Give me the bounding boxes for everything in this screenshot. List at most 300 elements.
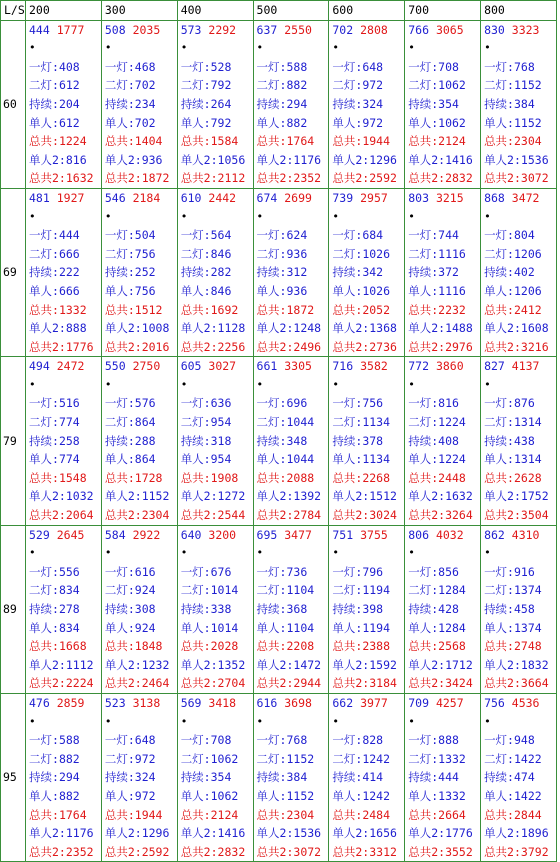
total-line-label: 总共: xyxy=(256,470,287,485)
single-two-line-label: 单人2: xyxy=(408,489,446,504)
summary-value-b: 3323 xyxy=(511,22,540,37)
total-line-label: 总共: xyxy=(180,134,211,149)
sustain-line-label: 持续: xyxy=(408,770,439,785)
single-two-line xyxy=(181,656,253,675)
single-line-value: 1284 xyxy=(438,620,466,635)
total-line-value: 1548 xyxy=(58,470,87,485)
summary-value-a: 605 xyxy=(180,359,202,374)
sustain-line xyxy=(181,263,253,282)
single-two-line xyxy=(408,487,480,506)
single-two-line xyxy=(181,151,253,170)
light-two-line xyxy=(408,76,480,95)
light-two-line-label: 二灯: xyxy=(180,246,211,261)
sustain-line-value: 308 xyxy=(134,602,156,616)
single-two-line xyxy=(105,319,177,338)
total-line-value: 1332 xyxy=(58,302,87,317)
total-two-line-label: 总共2: xyxy=(332,844,370,859)
light-two-line xyxy=(105,76,177,95)
single-two-line-label: 单人2: xyxy=(484,657,521,672)
total-two-line-value: 2544 xyxy=(217,508,246,523)
light-one-line-label: 一灯: xyxy=(29,59,59,74)
total-line-value: 2052 xyxy=(362,302,391,317)
bullet-line: • xyxy=(256,546,264,560)
total-line-value: 2448 xyxy=(438,470,466,485)
single-line xyxy=(29,619,101,638)
single-line-value: 1422 xyxy=(514,788,542,803)
total-line xyxy=(105,469,177,488)
summary-value-b: 2957 xyxy=(360,190,388,205)
table-cell xyxy=(481,357,557,525)
table-cell xyxy=(26,693,102,861)
single-two-line-value: 1776 xyxy=(445,826,473,841)
light-two-line-label: 二灯: xyxy=(332,415,363,430)
table-cell xyxy=(177,693,253,861)
light-one-line-value: 636 xyxy=(210,396,232,411)
single-two-line-label: 单人2: xyxy=(332,657,370,672)
light-two-line-label: 二灯: xyxy=(256,583,287,598)
light-one-line-value: 624 xyxy=(286,228,308,243)
light-one-line xyxy=(257,563,329,582)
bullet-line: • xyxy=(180,714,188,728)
bullet-line: • xyxy=(256,714,264,728)
summary-value-a: 584 xyxy=(104,527,126,542)
single-two-line-value: 1712 xyxy=(445,657,473,672)
bullet-line: • xyxy=(256,377,264,391)
sustain-line-label: 持续: xyxy=(408,433,439,448)
light-two-line xyxy=(484,76,556,95)
light-one-line-value: 528 xyxy=(210,59,232,74)
sustain-line xyxy=(181,95,253,114)
single-two-line-label: 单人2: xyxy=(29,489,66,504)
single-two-line-label: 单人2: xyxy=(408,826,446,841)
bullet-line: • xyxy=(104,41,112,55)
light-one-line xyxy=(408,394,480,413)
sustain-line-label: 持续: xyxy=(256,265,287,280)
single-two-line xyxy=(257,656,329,675)
summary-value-a: 573 xyxy=(180,22,202,37)
light-one-line-label: 一灯: xyxy=(484,396,514,411)
table-cell xyxy=(253,693,329,861)
light-one-line xyxy=(105,563,177,582)
light-one-line-label: 一灯: xyxy=(256,564,287,579)
single-two-line xyxy=(29,319,101,338)
light-two-line-label: 二灯: xyxy=(29,751,59,766)
light-two-line-label: 二灯: xyxy=(104,246,135,261)
single-two-line-label: 单人2: xyxy=(104,152,142,167)
total-line xyxy=(105,637,177,656)
light-two-line-label: 二灯: xyxy=(484,246,514,261)
light-two-line xyxy=(105,245,177,264)
total-two-line-value: 2496 xyxy=(293,339,322,354)
single-line-value: 1026 xyxy=(362,283,391,298)
total-line-value: 2412 xyxy=(514,302,542,317)
light-one-line xyxy=(105,226,177,245)
cell-summary-line xyxy=(105,21,177,40)
total-two-line-value: 3792 xyxy=(520,844,549,859)
bullet-line: • xyxy=(256,41,264,55)
total-line xyxy=(29,469,101,488)
sustain-line xyxy=(484,600,556,619)
light-two-line-label: 二灯: xyxy=(484,415,514,430)
light-one-line-value: 504 xyxy=(134,228,156,243)
light-one-line-label: 一灯: xyxy=(332,228,363,243)
sustain-line xyxy=(408,263,480,282)
sustain-line-label: 持续: xyxy=(104,602,135,616)
single-line-value: 834 xyxy=(58,620,80,635)
sustain-line-label: 持续: xyxy=(29,770,59,785)
summary-value-b: 2699 xyxy=(284,190,312,205)
total-two-line xyxy=(181,338,253,357)
summary-value-b: 3215 xyxy=(435,190,464,205)
light-two-line xyxy=(181,76,253,95)
single-line xyxy=(257,619,329,638)
light-one-line-value: 856 xyxy=(438,564,459,579)
single-line-label: 单人: xyxy=(29,283,59,298)
total-line xyxy=(257,806,329,825)
summary-value-a: 709 xyxy=(408,695,429,710)
light-two-line-value: 834 xyxy=(58,583,80,598)
total-two-line-value: 2112 xyxy=(217,171,246,186)
single-line-value: 1104 xyxy=(286,620,315,635)
summary-value-b: 3200 xyxy=(208,527,237,542)
sustain-line xyxy=(105,432,177,451)
single-line-label: 单人: xyxy=(332,620,363,635)
table-cell xyxy=(101,357,177,525)
light-one-line-label: 一灯: xyxy=(180,396,211,411)
single-line-value: 924 xyxy=(134,620,156,635)
total-two-line xyxy=(105,169,177,188)
bullet-line: • xyxy=(484,377,491,391)
sustain-line xyxy=(332,600,404,619)
total-line-value: 2304 xyxy=(286,807,315,822)
single-two-line-label: 单人2: xyxy=(104,489,142,504)
summary-value-a: 756 xyxy=(484,695,505,710)
sustain-line-value: 428 xyxy=(438,602,459,616)
light-two-line xyxy=(332,76,404,95)
light-one-line-label: 一灯: xyxy=(104,733,135,748)
total-two-line-label: 总共2: xyxy=(256,339,294,354)
total-line-label: 总共: xyxy=(332,639,363,654)
single-line-label: 单人: xyxy=(29,452,59,467)
bullet-line: • xyxy=(484,41,491,55)
sustain-line-value: 324 xyxy=(134,770,156,785)
single-two-line-value: 1632 xyxy=(445,489,473,504)
summary-value-a: 702 xyxy=(332,22,354,37)
light-one-line-label: 一灯: xyxy=(408,396,439,411)
light-one-line-value: 408 xyxy=(58,59,80,74)
total-two-line-value: 2352 xyxy=(65,844,94,859)
single-two-line-value: 1272 xyxy=(217,489,246,504)
total-line xyxy=(105,132,177,151)
bullet-line: • xyxy=(180,377,188,391)
light-one-line xyxy=(257,394,329,413)
single-line-label: 单人: xyxy=(180,788,211,803)
total-two-line xyxy=(408,674,480,693)
summary-value-b: 2859 xyxy=(56,695,85,710)
light-one-line-label: 一灯: xyxy=(484,733,514,748)
total-line-label: 总共: xyxy=(256,639,287,654)
total-line-label: 总共: xyxy=(256,302,287,317)
summary-value-b: 2472 xyxy=(56,359,85,374)
total-line-value: 1944 xyxy=(362,134,391,149)
total-two-line-label: 总共2: xyxy=(484,844,521,859)
light-two-line-label: 二灯: xyxy=(104,78,135,93)
sustain-line-label: 持续: xyxy=(332,770,363,785)
summary-value-b: 3027 xyxy=(208,359,237,374)
light-one-line-value: 648 xyxy=(134,733,156,748)
bullet-line: • xyxy=(180,546,188,560)
light-one-line xyxy=(181,58,253,77)
table-cell xyxy=(329,188,405,356)
sustain-line xyxy=(257,768,329,787)
sustain-line-label: 持续: xyxy=(256,433,287,448)
bullet-line: • xyxy=(332,546,339,560)
light-two-line-value: 864 xyxy=(134,415,156,430)
single-line-value: 1314 xyxy=(514,452,542,467)
single-two-line-value: 816 xyxy=(65,152,87,167)
table-cell xyxy=(177,525,253,693)
column-header: 800 xyxy=(481,1,557,21)
total-two-line-label: 总共2: xyxy=(256,508,294,523)
light-one-line-label: 一灯: xyxy=(180,59,211,74)
sustain-line-value: 398 xyxy=(362,602,384,616)
bullet-line: • xyxy=(180,41,188,55)
single-line-label: 单人: xyxy=(104,620,135,635)
sustain-line-value: 288 xyxy=(134,433,156,448)
summary-value-b: 3698 xyxy=(284,695,312,710)
summary-value-a: 529 xyxy=(29,527,50,542)
single-two-line-label: 单人2: xyxy=(484,489,521,504)
single-two-line xyxy=(105,151,177,170)
light-one-line-label: 一灯: xyxy=(180,228,211,243)
bullet-line: • xyxy=(104,209,112,223)
cell-summary-line xyxy=(257,189,329,208)
summary-value-a: 550 xyxy=(104,359,126,374)
light-two-line xyxy=(408,750,480,769)
light-two-line-value: 774 xyxy=(58,415,80,430)
single-line-value: 666 xyxy=(58,283,80,298)
single-line-value: 1374 xyxy=(514,620,542,635)
single-line-label: 单人: xyxy=(180,115,211,130)
table-cell xyxy=(329,525,405,693)
single-two-line-label: 单人2: xyxy=(180,152,218,167)
single-line-value: 612 xyxy=(58,115,80,130)
single-line-value: 702 xyxy=(134,115,156,130)
total-line-value: 1764 xyxy=(58,807,87,822)
table-cell xyxy=(405,525,481,693)
table-cell xyxy=(26,20,102,188)
sustain-line-label: 持续: xyxy=(408,265,439,280)
total-line-value: 1848 xyxy=(134,639,163,654)
single-line xyxy=(105,450,177,469)
sustain-line-label: 持续: xyxy=(484,265,514,280)
total-two-line-label: 总共2: xyxy=(332,339,370,354)
light-two-line-value: 1116 xyxy=(438,246,466,261)
cell-summary-line xyxy=(181,189,253,208)
cell-summary-line xyxy=(181,21,253,40)
light-two-line-value: 924 xyxy=(134,583,156,598)
total-line-label: 总共: xyxy=(29,302,59,317)
header-row xyxy=(1,1,557,21)
total-line xyxy=(257,132,329,151)
sustain-line xyxy=(257,95,329,114)
total-two-line xyxy=(257,506,329,525)
sustain-line xyxy=(29,768,101,787)
light-two-line-value: 1224 xyxy=(438,415,466,430)
single-line xyxy=(181,450,253,469)
table-cell xyxy=(177,20,253,188)
light-two-line-value: 936 xyxy=(286,246,308,261)
summary-value-a: 662 xyxy=(332,695,354,710)
single-two-line-label: 单人2: xyxy=(256,826,294,841)
single-two-line-label: 单人2: xyxy=(104,321,142,336)
bullet-line: • xyxy=(180,209,188,223)
sustain-line-label: 持续: xyxy=(104,770,135,785)
summary-value-b: 2922 xyxy=(132,527,161,542)
light-two-line-label: 二灯: xyxy=(408,78,439,93)
sustain-line-label: 持续: xyxy=(29,602,59,616)
single-two-line xyxy=(484,319,556,338)
summary-value-b: 3755 xyxy=(360,527,388,542)
light-one-line-label: 一灯: xyxy=(408,733,439,748)
light-one-line-label: 一灯: xyxy=(104,228,135,243)
light-one-line-label: 一灯: xyxy=(256,59,287,74)
single-two-line-value: 1232 xyxy=(141,657,170,672)
single-line xyxy=(408,114,480,133)
light-one-line-label: 一灯: xyxy=(29,396,59,411)
total-line xyxy=(29,806,101,825)
total-two-line xyxy=(408,338,480,357)
light-two-line-label: 二灯: xyxy=(256,246,287,261)
bullet-line: • xyxy=(29,714,36,728)
cell-summary-line xyxy=(484,189,556,208)
single-two-line xyxy=(484,824,556,843)
table-body xyxy=(1,20,557,862)
sustain-line-label: 持续: xyxy=(332,433,363,448)
light-one-line xyxy=(29,563,101,582)
bullet-line: • xyxy=(408,41,415,55)
single-two-line-value: 1488 xyxy=(445,321,473,336)
total-line-label: 总共: xyxy=(104,807,135,822)
cell-summary-line xyxy=(29,694,101,713)
total-two-line xyxy=(484,169,556,188)
light-two-line-value: 756 xyxy=(134,246,156,261)
light-two-line-label: 二灯: xyxy=(408,246,439,261)
light-one-line-value: 888 xyxy=(438,733,459,748)
light-two-line-value: 1014 xyxy=(210,583,239,598)
total-line xyxy=(484,301,556,320)
total-two-line-value: 3504 xyxy=(520,508,549,523)
light-one-line xyxy=(332,563,404,582)
total-two-line xyxy=(484,674,556,693)
light-two-line-label: 二灯: xyxy=(256,751,287,766)
light-two-line-label: 二灯: xyxy=(29,415,59,430)
single-two-line-value: 1392 xyxy=(293,489,322,504)
single-two-line-value: 1152 xyxy=(141,489,170,504)
light-one-line-label: 一灯: xyxy=(104,564,135,579)
light-two-line xyxy=(29,245,101,264)
single-two-line-label: 单人2: xyxy=(256,657,294,672)
total-two-line-label: 总共2: xyxy=(104,339,142,354)
light-two-line-label: 二灯: xyxy=(180,583,211,598)
total-two-line-value: 3552 xyxy=(445,844,473,859)
sustain-line-value: 402 xyxy=(514,265,535,280)
light-one-line-value: 684 xyxy=(362,228,384,243)
light-one-line xyxy=(181,563,253,582)
single-two-line-value: 1416 xyxy=(445,152,473,167)
single-line-value: 846 xyxy=(210,283,232,298)
single-two-line-value: 1176 xyxy=(293,152,322,167)
summary-value-b: 2550 xyxy=(284,22,312,37)
single-line xyxy=(29,787,101,806)
single-line-label: 单人: xyxy=(408,620,439,635)
total-two-line-value: 1632 xyxy=(65,171,94,186)
table-row xyxy=(1,20,557,188)
table-cell xyxy=(177,188,253,356)
single-two-line xyxy=(181,487,253,506)
column-header: 300 xyxy=(101,1,177,21)
summary-value-b: 4032 xyxy=(435,527,464,542)
total-two-line-value: 2352 xyxy=(293,171,322,186)
summary-value-a: 546 xyxy=(104,190,126,205)
light-two-line-label: 二灯: xyxy=(104,751,135,766)
single-line xyxy=(408,619,480,638)
light-two-line xyxy=(105,413,177,432)
sustain-line-value: 384 xyxy=(286,770,308,785)
light-two-line-label: 二灯: xyxy=(408,583,439,598)
column-header: 200 xyxy=(26,1,102,21)
total-two-line-value: 2592 xyxy=(369,171,397,186)
single-line xyxy=(29,282,101,301)
sustain-line-label: 持续: xyxy=(408,96,439,111)
table-row xyxy=(1,188,557,356)
sustain-line-value: 338 xyxy=(210,602,232,616)
column-header: 600 xyxy=(329,1,405,21)
total-two-line-label: 总共2: xyxy=(104,508,142,523)
total-line-label: 总共: xyxy=(484,302,514,317)
total-line-label: 总共: xyxy=(104,302,135,317)
single-line xyxy=(332,282,404,301)
light-two-line-value: 702 xyxy=(134,78,156,93)
sustain-line-value: 348 xyxy=(286,433,308,448)
single-line-value: 954 xyxy=(210,452,232,467)
total-two-line xyxy=(484,338,556,357)
light-one-line-value: 744 xyxy=(438,228,459,243)
light-one-line-label: 一灯: xyxy=(104,396,135,411)
single-two-line-label: 单人2: xyxy=(484,152,521,167)
single-two-line xyxy=(29,824,101,843)
single-two-line-value: 1296 xyxy=(141,826,170,841)
bullet-line: • xyxy=(29,377,36,391)
light-two-line-value: 666 xyxy=(58,246,80,261)
single-two-line xyxy=(332,151,404,170)
total-two-line-value: 1776 xyxy=(65,339,94,354)
sustain-line xyxy=(181,600,253,619)
cell-summary-line xyxy=(408,21,480,40)
light-two-line xyxy=(29,76,101,95)
summary-value-b: 4310 xyxy=(511,527,540,542)
sustain-line-label: 持续: xyxy=(104,433,135,448)
summary-value-a: 674 xyxy=(256,190,278,205)
total-two-line-label: 总共2: xyxy=(29,171,66,186)
single-two-line xyxy=(408,151,480,170)
single-two-line-label: 单人2: xyxy=(408,321,446,336)
light-one-line-value: 708 xyxy=(438,59,459,74)
light-one-line-label: 一灯: xyxy=(104,59,135,74)
total-two-line-value: 3264 xyxy=(445,508,473,523)
light-one-line xyxy=(332,58,404,77)
light-one-line xyxy=(257,226,329,245)
